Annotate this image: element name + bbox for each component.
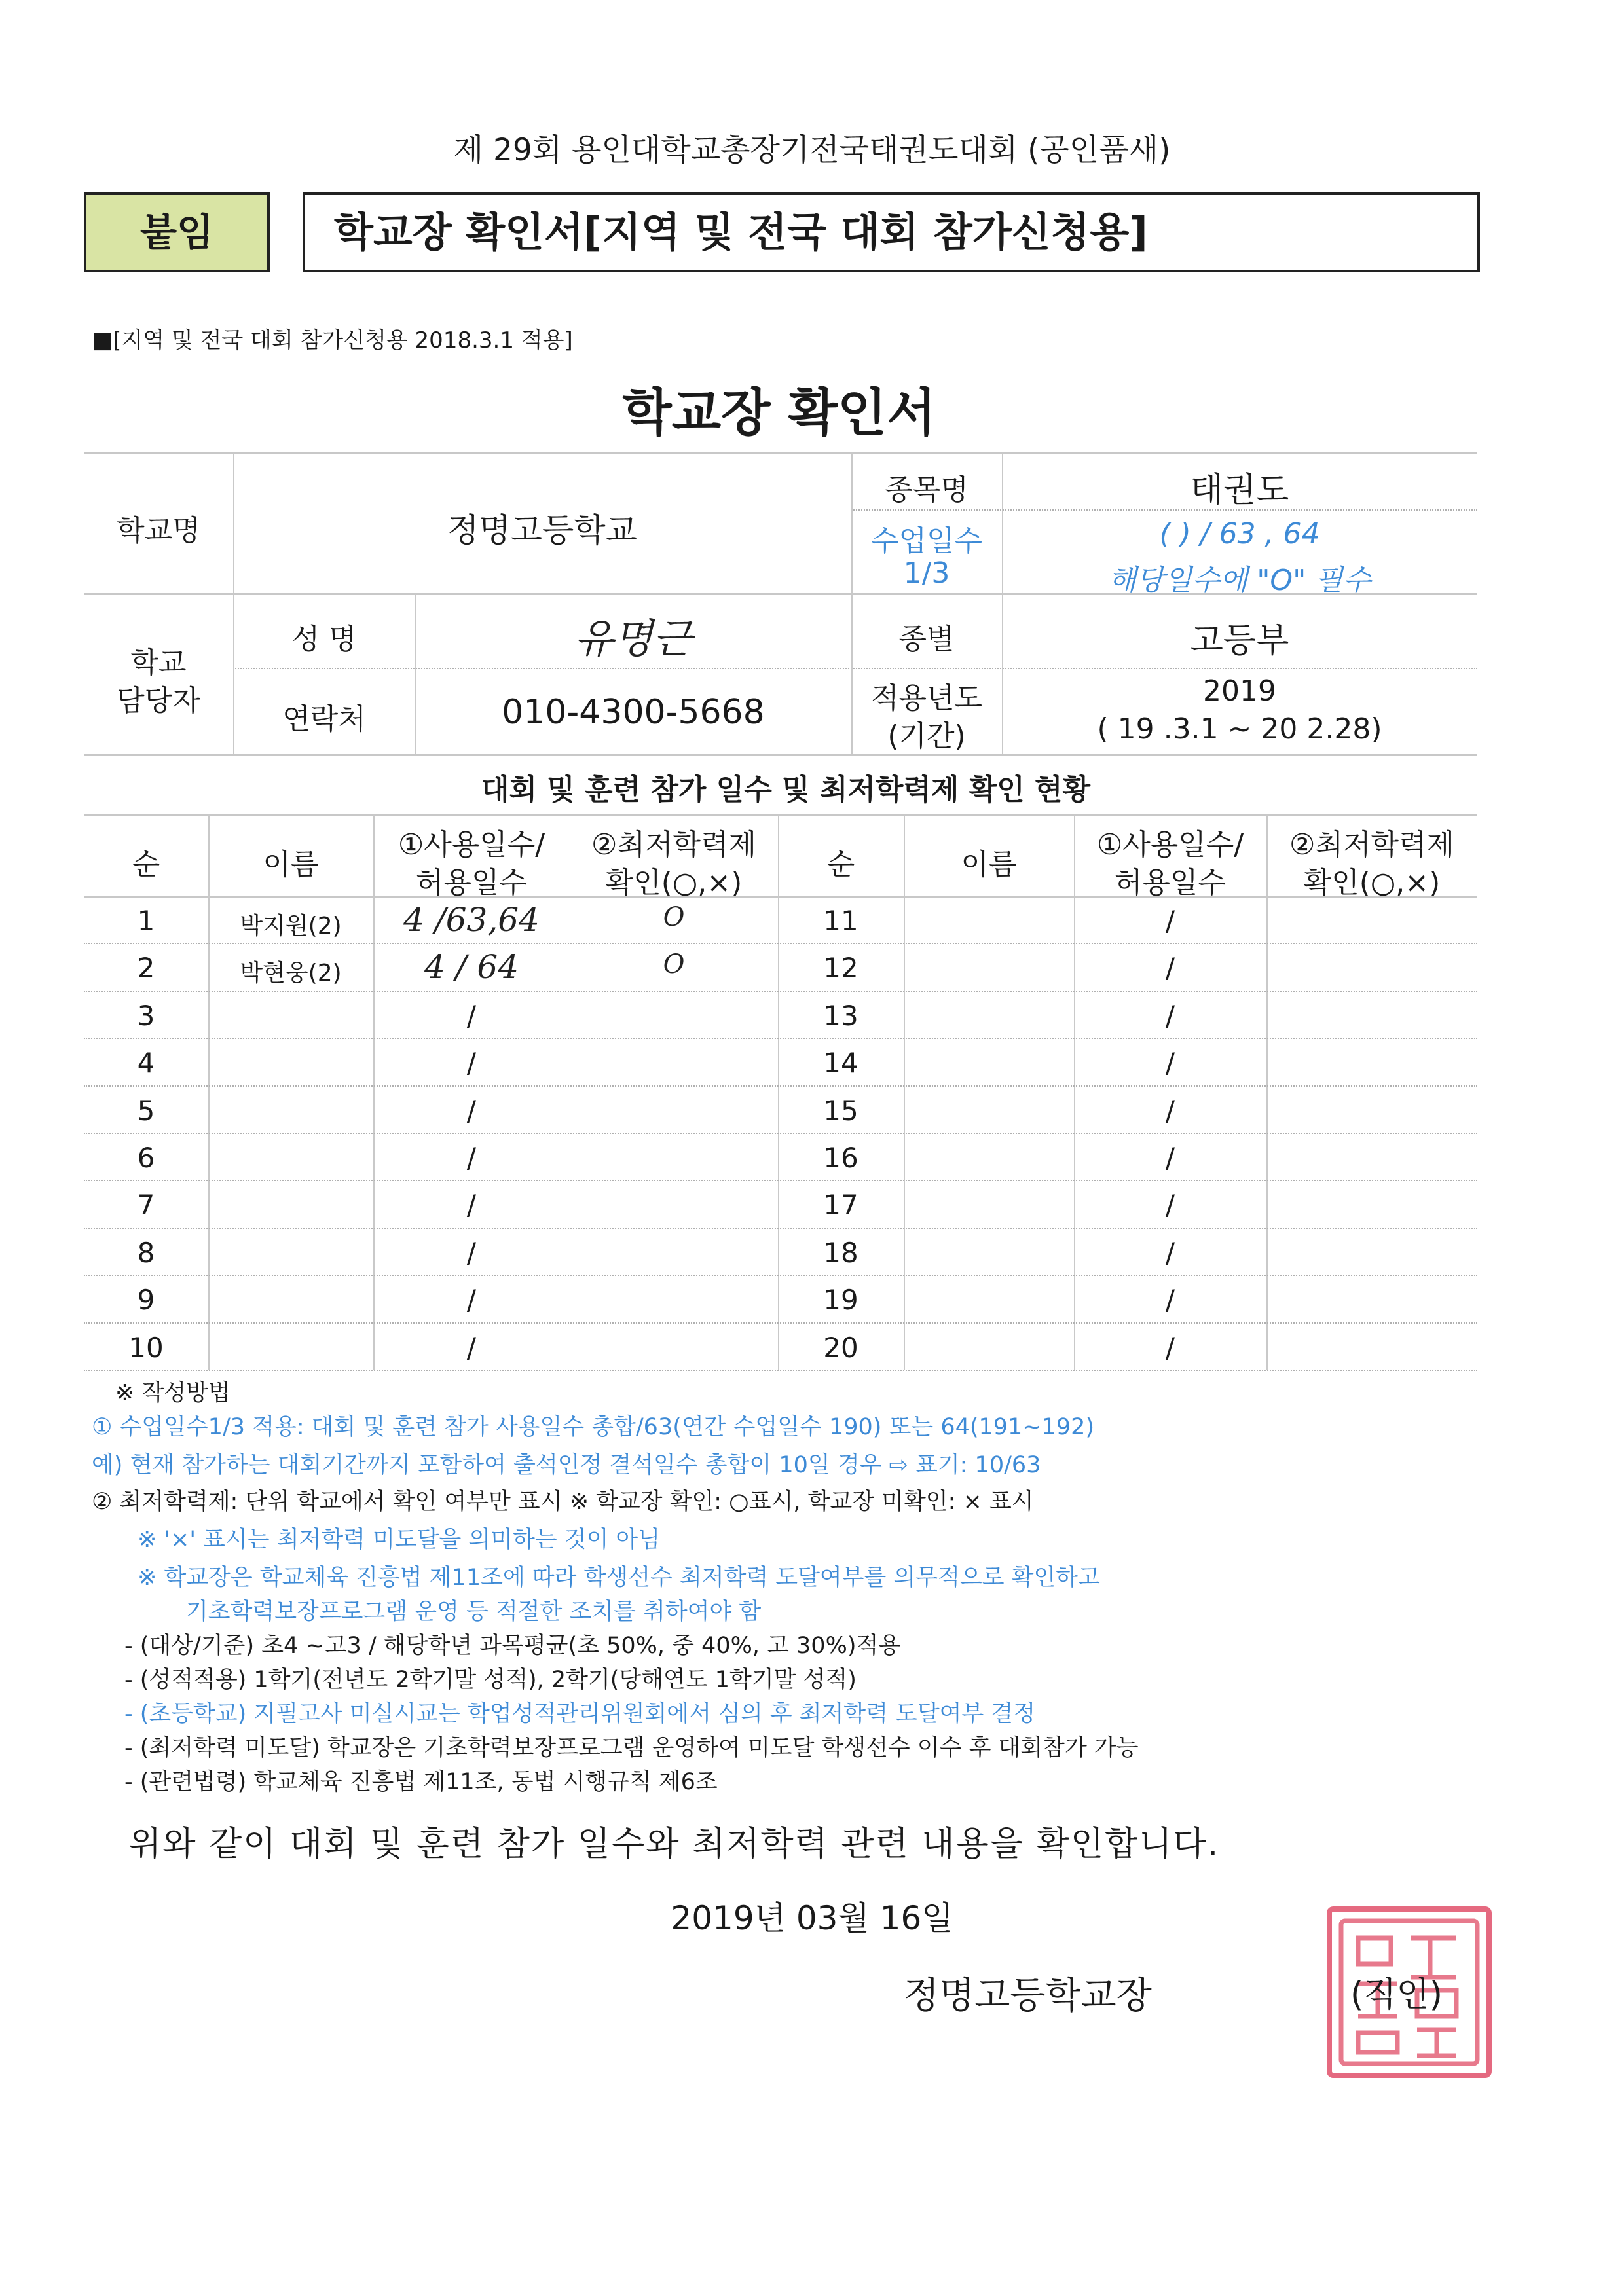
header-min-check: 확인(○,×) — [605, 866, 743, 900]
event-label: 종목명 — [885, 473, 969, 507]
row-line — [84, 1370, 1477, 1371]
contact-value: 010-4300-5668 — [502, 693, 765, 732]
school-label: 학교명 — [117, 514, 200, 547]
days-used: / — [466, 1142, 477, 1174]
days-used: / — [466, 1236, 477, 1269]
staff-label-2: 담당자 — [117, 684, 200, 718]
days-used: / — [1165, 1142, 1175, 1174]
header-no: 순 — [132, 848, 160, 881]
days-used: / — [466, 1331, 477, 1364]
year-label-period: (기간) — [887, 720, 966, 753]
note-2-principal-duty: ※ 학교장은 학교체육 진흥법 제11조에 따라 학생선수 최저학력 도달여부를 의무적으로 확인하고 — [138, 1565, 1100, 1591]
row-number: 15 — [823, 1094, 858, 1127]
note-2: ② 최저학력제: 단위 학교에서 확인 여부만 표시 ※ 학교장 확인: ○표시, 학교장 미확인: × 표시 — [92, 1489, 1034, 1515]
row-number: 10 — [128, 1331, 164, 1364]
days-used: / — [466, 999, 477, 1032]
row-number: 12 — [823, 952, 858, 985]
header-min-academic-right: ②최저학력제 — [1289, 828, 1454, 862]
document-title: 학교장 확인서[지역 및 전국 대회 참가신청용] — [303, 192, 1480, 272]
academic-check: O — [663, 949, 685, 980]
header-no-right: 순 — [826, 848, 855, 881]
row-line — [84, 1133, 1477, 1134]
name-label: 성 명 — [291, 623, 357, 656]
staff-name-handwritten: 유명근 — [574, 615, 692, 663]
days-used: / — [1165, 952, 1175, 985]
document-date: 2019년 03월 16일 — [671, 1899, 953, 1937]
note-2-x-meaning: ※ '×' 표시는 최저학력 미도달을 의미하는 것이 아님 — [138, 1527, 661, 1553]
detail-grade-period: - (성적적용) 1학기(전년도 2학기말 성적), 2학기(당해연도 1학기말 성적) — [124, 1667, 857, 1693]
days-used: / — [466, 1047, 477, 1080]
days-used: / — [1165, 1094, 1175, 1127]
detail-law: - (관련법령) 학교체육 진흥법 제11조, 동법 시행규칙 제6조 — [124, 1769, 718, 1795]
detail-elementary: - (초등학교) 지필고사 미실시교는 학업성적관리위원회에서 심의 후 최저학력 도달여부 결정 — [124, 1701, 1036, 1727]
seal-label: (직인) — [1350, 1975, 1443, 2014]
days-label: 수업일수 — [870, 524, 982, 558]
detail-not-reached: - (최저학력 미도달) 학교장은 기초학력보장프로그램 운영하여 미도달 학생선수 이수 후 대회참가 가능 — [124, 1735, 1139, 1761]
class-label: 종별 — [898, 623, 955, 656]
row-number: 17 — [823, 1189, 858, 1222]
row-line — [84, 991, 1477, 992]
confirmation-statement: 위와 같이 대회 및 훈련 참가 일수와 최저학력 관련 내용을 확인합니다. — [128, 1825, 1220, 1864]
table-caption: 대회 및 훈련 참가 일수 및 최저학력제 확인 현황 — [481, 773, 1091, 807]
row-number: 6 — [137, 1142, 155, 1174]
principal-title: 정명고등학교장 — [904, 1975, 1152, 2017]
row-number: 1 — [137, 905, 155, 937]
header-min-check-right: 확인(○,×) — [1303, 866, 1441, 900]
row-line — [84, 943, 1477, 944]
days-used: / — [466, 1094, 477, 1127]
header-name-right: 이름 — [961, 848, 1017, 881]
main-title: 학교장 확인서 — [622, 384, 936, 443]
info-line — [84, 754, 1477, 756]
days-used: / — [466, 1189, 477, 1222]
row-number: 20 — [823, 1331, 858, 1364]
row-number: 18 — [823, 1236, 858, 1269]
days-used: / — [1165, 1047, 1175, 1080]
row-number: 13 — [823, 999, 858, 1032]
days-used: / — [466, 1284, 477, 1317]
academic-check: O — [663, 902, 685, 932]
note-1: ① 수업일수1/3 적용: 대회 및 훈련 참가 사용일수 총합/63(연간 수업일수 190) 또는 64(191~192) — [92, 1414, 1095, 1440]
row-line — [84, 1228, 1477, 1229]
info-line — [233, 668, 1477, 669]
row-number: 7 — [137, 1189, 155, 1222]
year-label: 적용년도 — [870, 682, 982, 715]
header-days: ①사용일수/ — [397, 828, 545, 862]
header-name: 이름 — [263, 848, 319, 881]
note-1-example: 예) 현재 참가하는 대회기간까지 포함하여 출석인정 결석일수 총합이 10일 경우 ⇨ 표기: 10/63 — [92, 1452, 1041, 1478]
days-used: / — [1165, 905, 1175, 937]
days-required-note: 해당일수에 "O" 필수 — [1108, 564, 1371, 597]
days-value: ( ) / 63 , 64 — [1159, 517, 1320, 551]
days-used: / — [1165, 1189, 1175, 1222]
school-name: 정명고등학교 — [447, 511, 637, 549]
days-label-fraction: 1/3 — [903, 556, 950, 590]
event-value: 태권도 — [1190, 471, 1289, 510]
row-line — [84, 1085, 1477, 1087]
staff-label: 학교 — [130, 646, 187, 680]
notes-heading: ※ 작성방법 — [115, 1380, 231, 1406]
days-used: 4 /63,64 — [403, 901, 540, 939]
days-used: / — [1165, 999, 1175, 1032]
days-used: 4 / 64 — [424, 948, 519, 987]
row-line — [84, 1322, 1477, 1324]
table-top-line — [84, 814, 1477, 816]
col-divider — [208, 814, 210, 1370]
detail-target: - (대상/기준) 초4 ~고3 / 해당학년 과목평균(초 50%, 중 40%, 고 30%)적용 — [124, 1633, 901, 1659]
year-period-value: ( 19 .3.1 ~ 20 2.28) — [1097, 712, 1382, 746]
row-number: 16 — [823, 1142, 858, 1174]
row-line — [84, 1038, 1477, 1039]
days-used: / — [1165, 1284, 1175, 1317]
athlete-name: 박현웅(2) — [240, 960, 342, 987]
row-line — [84, 1180, 1477, 1181]
row-number: 2 — [137, 952, 155, 985]
header-min-academic: ②최저학력제 — [591, 828, 756, 862]
row-number: 3 — [137, 999, 155, 1032]
row-number: 5 — [137, 1094, 155, 1127]
info-top-line — [84, 452, 1477, 454]
days-used: / — [1165, 1331, 1175, 1364]
contact-label: 연락처 — [282, 702, 366, 736]
header-days-allowed-right: 허용일수 — [1114, 866, 1226, 900]
note-2-measures: 기초학력보장프로그램 운영 등 적절한 조치를 취하여야 함 — [186, 1599, 762, 1625]
row-line — [84, 1275, 1477, 1276]
col-divider — [904, 814, 905, 1370]
row-number: 11 — [823, 905, 858, 937]
header-days-right: ①사용일수/ — [1096, 828, 1244, 862]
event-title: 제 29회 용인대학교총장기전국태권도대회 (공인품새) — [453, 132, 1171, 168]
header-days-allowed: 허용일수 — [415, 866, 527, 900]
row-number: 19 — [823, 1284, 858, 1317]
row-number: 8 — [137, 1236, 155, 1269]
row-number: 9 — [137, 1284, 155, 1317]
class-value: 고등부 — [1190, 621, 1289, 661]
year-value: 2019 — [1203, 674, 1276, 708]
row-number: 4 — [137, 1047, 155, 1080]
row-number: 14 — [823, 1047, 858, 1080]
athlete-name: 박지원(2) — [240, 913, 342, 939]
attachment-badge: 붙임 — [84, 192, 270, 272]
applied-note: ■[지역 및 전국 대회 참가신청용 2018.3.1 적용] — [92, 327, 573, 354]
days-used: / — [1165, 1236, 1175, 1269]
